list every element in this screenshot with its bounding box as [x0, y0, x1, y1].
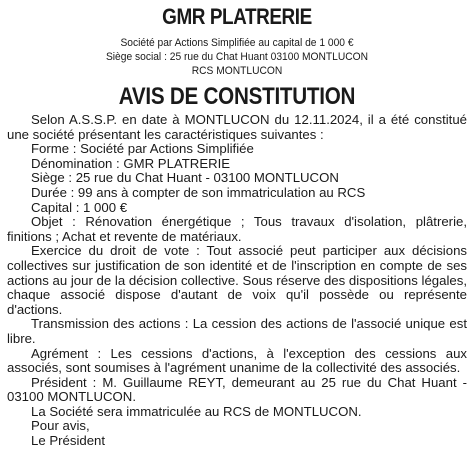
paragraph-signature: Le Président: [31, 433, 106, 449]
paragraph-president: Président : M. Guillaume REYT, demeurant au 25 rue du Chat Huant - 03100 MONTLUCON.: [7, 374, 467, 405]
paragraph-forme: Forme : Société par Actions Simplifiée: [31, 141, 254, 157]
company-name: GMR PLATRERIE: [162, 4, 312, 29]
legal-form-capital: Société par Actions Simplifiée au capital de 1 000 €: [120, 37, 354, 49]
paragraph-transmission: Transmission des actions : La cession des actions de l'associé unique est libre.: [7, 316, 467, 346]
paragraph-agrement: Agrément : Les cessions d'actions, à l'exception des cessions aux associés, sont soumises à l'agrément unanime de la collectivité des associés.: [7, 345, 467, 376]
paragraph-siege: Siège : 25 rue du Chat Huant - 03100 MONTLUCON: [31, 170, 339, 186]
paragraph-pour-avis: Pour avis,: [31, 418, 90, 434]
notice-body: [7, 113, 467, 449]
notice-title: AVIS DE CONSTITUTION: [118, 83, 356, 110]
registered-office: Siège social : 25 rue du Chat Huant 03100 MONTLUCON: [105, 51, 369, 63]
paragraph-objet: Objet : Rénovation énergétique ; Tous travaux d'isolation, plâtrerie, finitions ; Achat et revente de matériaux.: [7, 214, 467, 244]
registry: RCS MONTLUCON: [191, 65, 283, 77]
paragraph-denomination: Dénomination : GMR PLATRERIE: [31, 155, 231, 171]
company-header: [7, 36, 467, 78]
paragraph-duree: Durée : 99 ans à compter de son immatriculation au RCS: [31, 184, 366, 200]
paragraph-immatriculation: La Société sera immatriculée au RCS de MONTLUCON.: [31, 403, 362, 419]
paragraph-intro: Selon A.S.S.P. en date à MONTLUCON du 12.11.2024, il a été constitué une société présentant les caractéristiques suivantes :: [7, 112, 467, 142]
paragraph-capital: Capital : 1 000 €: [31, 199, 128, 215]
paragraph-vote: Exercice du droit de vote : Tout associé peut participer aux décisions collectives sur justification de son identité et de l'inscription en compte de ses actions au jour de la décision collective. Sous réserve des dispositions légales, chaque associé dispose d'autant de voix qu'il possède ou représente d'actions.: [7, 243, 467, 317]
